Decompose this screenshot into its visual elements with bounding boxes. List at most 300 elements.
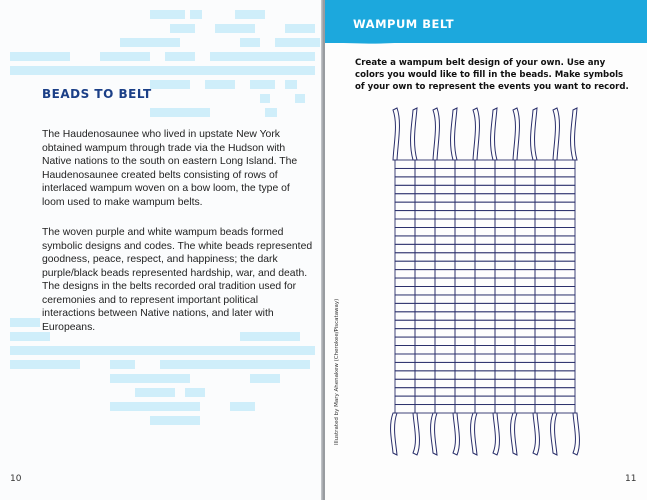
bead-cell[interactable] (395, 160, 415, 168)
bead-cell[interactable] (395, 320, 415, 328)
bead-cell[interactable] (555, 185, 575, 193)
bead-cell[interactable] (475, 202, 495, 210)
bead-cell[interactable] (395, 388, 415, 396)
bead-block (185, 388, 205, 397)
bead-cell[interactable] (475, 185, 495, 193)
bead-cell[interactable] (455, 168, 475, 176)
bead-cell[interactable] (435, 371, 455, 379)
bead-block (235, 10, 265, 19)
bead-cell[interactable] (435, 337, 455, 345)
bead-cell[interactable] (455, 405, 475, 413)
bead-cell[interactable] (435, 287, 455, 295)
bead-cell[interactable] (495, 278, 515, 286)
bead-cell[interactable] (415, 329, 435, 337)
bead-cell[interactable] (415, 379, 435, 387)
bead-cell[interactable] (475, 227, 495, 235)
bead-block (110, 374, 190, 383)
bead-cell[interactable] (435, 168, 455, 176)
bead-cell[interactable] (515, 337, 535, 345)
bead-cell[interactable] (515, 160, 535, 168)
bead-cell[interactable] (495, 396, 515, 404)
bead-cell[interactable] (415, 320, 435, 328)
bead-cell[interactable] (515, 312, 535, 320)
bead-cell[interactable] (535, 337, 555, 345)
bead-cell[interactable] (515, 329, 535, 337)
bead-cell[interactable] (455, 379, 475, 387)
bead-cell[interactable] (455, 396, 475, 404)
bead-cell[interactable] (395, 211, 415, 219)
bead-cell[interactable] (495, 329, 515, 337)
bead-cell[interactable] (535, 177, 555, 185)
bead-cell[interactable] (475, 405, 495, 413)
bead-cell[interactable] (555, 346, 575, 354)
left-page (0, 0, 323, 500)
bead-cell[interactable] (535, 320, 555, 328)
page-number-right: 11 (625, 474, 637, 484)
bead-cell[interactable] (555, 244, 575, 252)
bead-cell[interactable] (475, 177, 495, 185)
bead-cell[interactable] (475, 211, 495, 219)
bead-cell[interactable] (455, 236, 475, 244)
bead-cell[interactable] (415, 270, 435, 278)
fringe-strand-bottom (453, 413, 459, 455)
bead-cell[interactable] (555, 211, 575, 219)
bead-cell[interactable] (415, 295, 435, 303)
bead-cell[interactable] (555, 202, 575, 210)
belt-fringe-bottom (391, 413, 580, 455)
bead-cell[interactable] (535, 354, 555, 362)
bead-cell[interactable] (435, 160, 455, 168)
bead-block (10, 360, 80, 369)
bead-cell[interactable] (455, 337, 475, 345)
fringe-strand-top (433, 108, 439, 160)
bead-cell[interactable] (495, 244, 515, 252)
bead-cell[interactable] (455, 244, 475, 252)
bead-cell[interactable] (495, 320, 515, 328)
bead-cell[interactable] (515, 253, 535, 261)
bead-cell[interactable] (435, 219, 455, 227)
bead-cell[interactable] (475, 371, 495, 379)
bead-cell[interactable] (535, 287, 555, 295)
bead-cell[interactable] (515, 211, 535, 219)
bead-cell[interactable] (555, 227, 575, 235)
bead-cell[interactable] (495, 388, 515, 396)
bead-cell[interactable] (415, 211, 435, 219)
bead-cell[interactable] (515, 388, 535, 396)
bead-cell[interactable] (475, 219, 495, 227)
bead-cell[interactable] (395, 261, 415, 269)
fringe-strand-top (393, 108, 399, 160)
bead-cell[interactable] (455, 270, 475, 278)
bead-cell[interactable] (435, 211, 455, 219)
bead-cell[interactable] (395, 185, 415, 193)
bead-cell[interactable] (455, 320, 475, 328)
bead-cell[interactable] (495, 354, 515, 362)
bead-cell[interactable] (455, 261, 475, 269)
bead-cell[interactable] (475, 320, 495, 328)
bead-cell[interactable] (395, 227, 415, 235)
bead-cell[interactable] (535, 362, 555, 370)
bead-cell[interactable] (535, 312, 555, 320)
bead-cell[interactable] (455, 312, 475, 320)
bead-cell[interactable] (415, 160, 435, 168)
bead-cell[interactable] (455, 346, 475, 354)
bead-cell[interactable] (395, 337, 415, 345)
bead-cell[interactable] (535, 236, 555, 244)
bead-cell[interactable] (435, 405, 455, 413)
bead-cell[interactable] (475, 362, 495, 370)
bead-cell[interactable] (495, 194, 515, 202)
bead-cell[interactable] (535, 396, 555, 404)
bead-cell[interactable] (495, 236, 515, 244)
right-page-heading: WAMPUM BELT (353, 17, 455, 31)
bead-cell[interactable] (435, 194, 455, 202)
bead-cell[interactable] (395, 278, 415, 286)
bead-cell[interactable] (495, 227, 515, 235)
bead-cell[interactable] (415, 278, 435, 286)
bead-cell[interactable] (455, 303, 475, 311)
bead-cell[interactable] (535, 270, 555, 278)
bead-cell[interactable] (535, 253, 555, 261)
bead-cell[interactable] (555, 177, 575, 185)
bead-cell[interactable] (395, 396, 415, 404)
bead-cell[interactable] (555, 354, 575, 362)
bead-cell[interactable] (515, 295, 535, 303)
bead-cell[interactable] (475, 236, 495, 244)
fringe-strand-top (491, 108, 497, 160)
bead-block (170, 24, 195, 33)
bead-cell[interactable] (475, 278, 495, 286)
bead-cell[interactable] (435, 354, 455, 362)
bead-cell[interactable] (555, 236, 575, 244)
bead-cell[interactable] (535, 388, 555, 396)
bead-cell[interactable] (455, 354, 475, 362)
bead-cell[interactable] (475, 303, 495, 311)
bead-cell[interactable] (555, 287, 575, 295)
bead-block (190, 10, 202, 19)
bead-cell[interactable] (515, 270, 535, 278)
bead-cell[interactable] (515, 219, 535, 227)
fringe-strand-bottom (533, 413, 539, 455)
bead-cell[interactable] (415, 405, 435, 413)
bead-cell[interactable] (435, 303, 455, 311)
bead-cell[interactable] (535, 194, 555, 202)
bead-cell[interactable] (395, 287, 415, 295)
bead-cell[interactable] (415, 236, 435, 244)
bead-cell[interactable] (475, 261, 495, 269)
bead-cell[interactable] (395, 177, 415, 185)
bead-cell[interactable] (515, 202, 535, 210)
bead-cell[interactable] (535, 244, 555, 252)
bead-cell[interactable] (555, 337, 575, 345)
bead-cell[interactable] (455, 160, 475, 168)
bead-cell[interactable] (515, 362, 535, 370)
bead-cell[interactable] (475, 354, 495, 362)
bead-cell[interactable] (555, 270, 575, 278)
bead-cell[interactable] (455, 194, 475, 202)
bead-cell[interactable] (395, 236, 415, 244)
bead-cell[interactable] (495, 303, 515, 311)
bead-cell[interactable] (435, 379, 455, 387)
bead-cell[interactable] (395, 379, 415, 387)
bead-cell[interactable] (435, 261, 455, 269)
bead-cell[interactable] (535, 405, 555, 413)
bead-cell[interactable] (535, 202, 555, 210)
bead-cell[interactable] (535, 185, 555, 193)
bead-cell[interactable] (495, 261, 515, 269)
bead-cell[interactable] (435, 236, 455, 244)
bead-cell[interactable] (495, 346, 515, 354)
bead-cell[interactable] (395, 329, 415, 337)
bead-cell[interactable] (395, 354, 415, 362)
bead-block (230, 402, 255, 411)
bead-cell[interactable] (495, 270, 515, 278)
bead-block (100, 52, 150, 61)
bead-cell[interactable] (475, 270, 495, 278)
bead-cell[interactable] (535, 346, 555, 354)
bead-cell[interactable] (435, 227, 455, 235)
bead-cell[interactable] (415, 303, 435, 311)
bead-cell[interactable] (415, 396, 435, 404)
bead-cell[interactable] (515, 278, 535, 286)
bead-cell[interactable] (515, 168, 535, 176)
fringe-strand-bottom (471, 413, 477, 455)
bead-cell[interactable] (475, 168, 495, 176)
bead-cell[interactable] (395, 219, 415, 227)
bead-cell[interactable] (495, 202, 515, 210)
bead-cell[interactable] (415, 253, 435, 261)
bead-cell[interactable] (515, 303, 535, 311)
bead-cell[interactable] (415, 362, 435, 370)
bead-block (10, 318, 40, 327)
bead-cell[interactable] (415, 287, 435, 295)
fringe-strand-top (473, 108, 479, 160)
bead-cell[interactable] (415, 354, 435, 362)
bead-cell[interactable] (555, 253, 575, 261)
bead-cell[interactable] (455, 287, 475, 295)
bead-cell[interactable] (415, 227, 435, 235)
bead-cell[interactable] (495, 405, 515, 413)
bead-cell[interactable] (555, 295, 575, 303)
bead-cell[interactable] (435, 278, 455, 286)
bead-cell[interactable] (415, 261, 435, 269)
bead-cell[interactable] (395, 362, 415, 370)
bead-cell[interactable] (455, 177, 475, 185)
bead-cell[interactable] (515, 227, 535, 235)
bead-block (110, 402, 200, 411)
bead-cell[interactable] (555, 329, 575, 337)
bead-cell[interactable] (555, 160, 575, 168)
bead-cell[interactable] (515, 287, 535, 295)
bead-cell[interactable] (455, 278, 475, 286)
bead-cell[interactable] (455, 202, 475, 210)
bead-cell[interactable] (455, 211, 475, 219)
bead-cell[interactable] (395, 168, 415, 176)
bead-cell[interactable] (415, 388, 435, 396)
bead-cell[interactable] (515, 346, 535, 354)
bead-cell[interactable] (555, 312, 575, 320)
bead-cell[interactable] (455, 185, 475, 193)
bead-cell[interactable] (415, 312, 435, 320)
bead-cell[interactable] (555, 320, 575, 328)
bead-cell[interactable] (555, 371, 575, 379)
bead-cell[interactable] (495, 295, 515, 303)
bead-cell[interactable] (475, 160, 495, 168)
bead-cell[interactable] (435, 177, 455, 185)
bead-cell[interactable] (395, 303, 415, 311)
bead-cell[interactable] (435, 346, 455, 354)
bead-cell[interactable] (535, 211, 555, 219)
bead-cell[interactable] (415, 371, 435, 379)
bead-block (265, 108, 277, 117)
bead-cell[interactable] (495, 185, 515, 193)
bead-cell[interactable] (515, 236, 535, 244)
bead-cell[interactable] (515, 261, 535, 269)
bead-cell[interactable] (515, 405, 535, 413)
bead-cell[interactable] (555, 303, 575, 311)
bead-cell[interactable] (475, 346, 495, 354)
bead-cell[interactable] (455, 371, 475, 379)
bead-cell[interactable] (495, 168, 515, 176)
bead-cell[interactable] (415, 177, 435, 185)
fringe-strand-top (531, 108, 537, 160)
bead-cell[interactable] (455, 295, 475, 303)
bead-cell[interactable] (495, 219, 515, 227)
bead-cell[interactable] (535, 278, 555, 286)
bead-cell[interactable] (415, 168, 435, 176)
bead-cell[interactable] (555, 194, 575, 202)
bead-cell[interactable] (455, 388, 475, 396)
bead-cell[interactable] (555, 261, 575, 269)
bead-cell[interactable] (495, 211, 515, 219)
bead-cell[interactable] (515, 185, 535, 193)
bead-cell[interactable] (475, 312, 495, 320)
bead-cell[interactable] (415, 185, 435, 193)
bead-cell[interactable] (535, 168, 555, 176)
bead-cell[interactable] (515, 379, 535, 387)
bead-cell[interactable] (555, 379, 575, 387)
bead-cell[interactable] (415, 346, 435, 354)
bead-cell[interactable] (535, 227, 555, 235)
bead-cell[interactable] (455, 219, 475, 227)
right-page (325, 0, 647, 500)
bead-cell[interactable] (475, 194, 495, 202)
bead-cell[interactable] (415, 337, 435, 345)
bead-cell[interactable] (495, 312, 515, 320)
bead-cell[interactable] (495, 337, 515, 345)
bead-cell[interactable] (415, 219, 435, 227)
bead-cell[interactable] (515, 244, 535, 252)
bead-cell[interactable] (535, 219, 555, 227)
bead-cell[interactable] (395, 194, 415, 202)
bead-cell[interactable] (475, 244, 495, 252)
bead-cell[interactable] (555, 362, 575, 370)
bead-cell[interactable] (415, 244, 435, 252)
wampum-belt-grid[interactable] (325, 0, 647, 500)
bead-cell[interactable] (495, 160, 515, 168)
bead-cell[interactable] (555, 396, 575, 404)
bead-cell[interactable] (475, 329, 495, 337)
bead-cell[interactable] (555, 278, 575, 286)
bead-cell[interactable] (515, 371, 535, 379)
bead-cell[interactable] (535, 160, 555, 168)
bead-cell[interactable] (435, 362, 455, 370)
bead-cell[interactable] (415, 202, 435, 210)
bead-cell[interactable] (495, 371, 515, 379)
bead-cell[interactable] (415, 194, 435, 202)
bead-cell[interactable] (435, 388, 455, 396)
bead-block (10, 52, 70, 61)
bead-cell[interactable] (535, 261, 555, 269)
bead-cell[interactable] (395, 295, 415, 303)
bead-cell[interactable] (395, 346, 415, 354)
bead-cell[interactable] (535, 379, 555, 387)
belt-bead-cells[interactable] (395, 160, 575, 413)
bead-cell[interactable] (535, 329, 555, 337)
bead-cell[interactable] (495, 287, 515, 295)
bead-cell[interactable] (435, 329, 455, 337)
bead-cell[interactable] (395, 405, 415, 413)
bead-cell[interactable] (515, 354, 535, 362)
bead-cell[interactable] (515, 320, 535, 328)
bead-cell[interactable] (435, 270, 455, 278)
bead-cell[interactable] (395, 253, 415, 261)
bead-cell[interactable] (435, 312, 455, 320)
bead-cell[interactable] (535, 295, 555, 303)
bead-cell[interactable] (455, 253, 475, 261)
bead-cell[interactable] (395, 312, 415, 320)
bead-cell[interactable] (495, 177, 515, 185)
bead-cell[interactable] (435, 253, 455, 261)
bead-cell[interactable] (535, 371, 555, 379)
bead-cell[interactable] (455, 227, 475, 235)
bead-cell[interactable] (475, 253, 495, 261)
bead-cell[interactable] (515, 194, 535, 202)
bead-cell[interactable] (535, 303, 555, 311)
bead-cell[interactable] (515, 177, 535, 185)
bead-cell[interactable] (555, 219, 575, 227)
bead-cell[interactable] (435, 295, 455, 303)
bead-cell[interactable] (395, 371, 415, 379)
bead-cell[interactable] (395, 244, 415, 252)
bead-cell[interactable] (455, 329, 475, 337)
bead-cell[interactable] (435, 244, 455, 252)
bead-cell[interactable] (495, 253, 515, 261)
bead-cell[interactable] (515, 396, 535, 404)
bead-cell[interactable] (495, 362, 515, 370)
bead-cell[interactable] (435, 396, 455, 404)
bead-cell[interactable] (555, 388, 575, 396)
bead-cell[interactable] (395, 202, 415, 210)
bead-cell[interactable] (435, 202, 455, 210)
bead-cell[interactable] (555, 168, 575, 176)
bead-block (160, 360, 310, 369)
bead-cell[interactable] (435, 185, 455, 193)
bead-cell[interactable] (475, 388, 495, 396)
bead-cell[interactable] (495, 379, 515, 387)
bead-block (250, 80, 275, 89)
bead-cell[interactable] (475, 287, 495, 295)
bead-cell[interactable] (455, 362, 475, 370)
bead-cell[interactable] (475, 295, 495, 303)
bead-cell[interactable] (475, 337, 495, 345)
body-paragraph-symbols: The woven purple and white wampum beads formed symbolic designs and codes. The white beads represented goodness, peace, respect, and happiness; the dark purple/black beads represented hardship, war, and death. The designs in the belts recorded oral tradition used for ceremonies and to represent important political interactions between Native nations, and later with Europeans. (42, 227, 313, 333)
bead-cell[interactable] (475, 379, 495, 387)
bead-cell[interactable] (475, 396, 495, 404)
bead-cell[interactable] (435, 320, 455, 328)
bead-cell[interactable] (395, 270, 415, 278)
bead-cell[interactable] (555, 405, 575, 413)
